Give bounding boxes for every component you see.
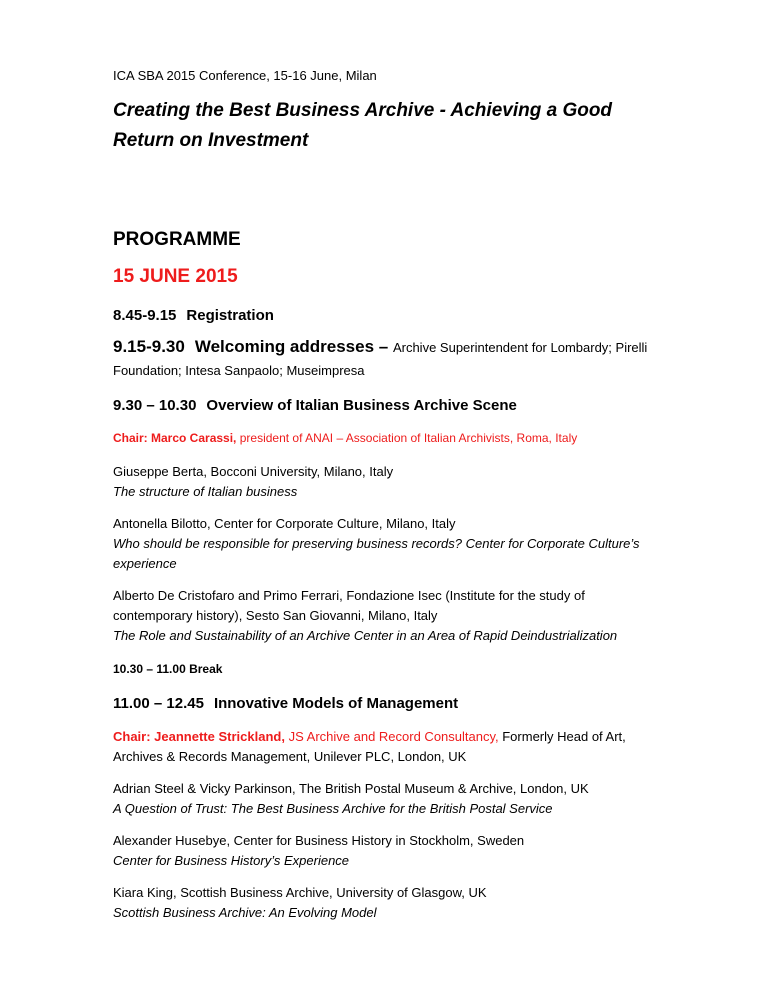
chair-name: Chair: Marco Carassi,	[113, 431, 237, 445]
talk-speaker: Giuseppe Berta, Bocconi University, Milano, Italy	[113, 464, 394, 479]
chair-org: JS Archive and Record Consultancy,	[288, 729, 499, 744]
talk-title: Scottish Business Archive: An Evolving Model	[113, 905, 377, 920]
session2-chair	[113, 729, 626, 744]
slot-label: Innovative Models of Management	[213, 695, 459, 712]
talk-title: The structure of Italian business	[113, 484, 298, 499]
slot-label: Welcoming addresses –	[194, 337, 389, 356]
slot-time: 9.15-9.30	[113, 337, 185, 356]
talk-speaker: Alberto De Cristofaro and Primo Ferrari, Fondazione Isec (Institute for the study of	[113, 588, 585, 603]
slot-overview	[113, 397, 517, 414]
slot-time: 11.00 – 12.45	[113, 695, 204, 712]
session1-chair	[113, 431, 577, 445]
talk-speaker: Antonella Bilotto, Center for Corporate Culture, Milano, Italy	[113, 516, 456, 531]
slot-break: 10.30 – 11.00 Break	[113, 662, 223, 676]
slot-welcome-detail-cont: Foundation; Intesa Sanpaolo; Museimpresa	[113, 363, 365, 378]
talk-title: Center for Business History’s Experience	[113, 853, 350, 868]
slot-label: Overview of Italian Business Archive Scene	[206, 397, 517, 414]
talk-title: The Role and Sustainability of an Archive Center in an Area of Rapid Deindustrialization	[113, 628, 618, 643]
talk-speaker: Kiara King, Scottish Business Archive, University of Glasgow, UK	[113, 885, 487, 900]
slot-innovative	[113, 695, 458, 712]
slot-welcome	[113, 337, 647, 357]
session2-chair-cont: Archives & Records Management, Unilever PLC, London, UK	[113, 749, 467, 764]
chair-name: Chair: Jeannette Strickland,	[113, 729, 285, 744]
chair-affiliation: president of ANAI – Association of Italian Archivists, Roma, Italy	[239, 431, 578, 445]
talk-title: Who should be responsible for preserving business records? Center for Corporate Culture’s	[113, 536, 640, 551]
chair-role: Formerly Head of Art,	[502, 729, 626, 744]
slot-detail: Archive Superintendent for Lombardy; Pirelli	[392, 340, 648, 355]
slot-label: Registration	[186, 307, 274, 324]
conference-header: ICA SBA 2015 Conference, 15-16 June, Milan	[113, 68, 377, 83]
talk-title: A Question of Trust: The Best Business Archive for the British Postal Service	[113, 801, 553, 816]
programme-heading: PROGRAMME	[113, 229, 241, 250]
date-heading: 15 JUNE 2015	[113, 266, 238, 287]
slot-time: 8.45-9.15	[113, 307, 177, 324]
talk-speaker: Adrian Steel & Vicky Parkinson, The British Postal Museum & Archive, London, UK	[113, 781, 589, 796]
document-title: Creating the Best Business Archive - Achieving a Good Return on Investment	[113, 100, 613, 151]
slot-time: 9.30 – 10.30	[113, 397, 197, 414]
slot-registration	[113, 307, 274, 324]
talk-title-cont: experience	[113, 556, 177, 571]
talk-speaker: Alexander Husebye, Center for Business History in Stockholm, Sweden	[113, 833, 525, 848]
talk-speaker-cont: contemporary history), Sesto San Giovanni, Milano, Italy	[113, 608, 438, 623]
